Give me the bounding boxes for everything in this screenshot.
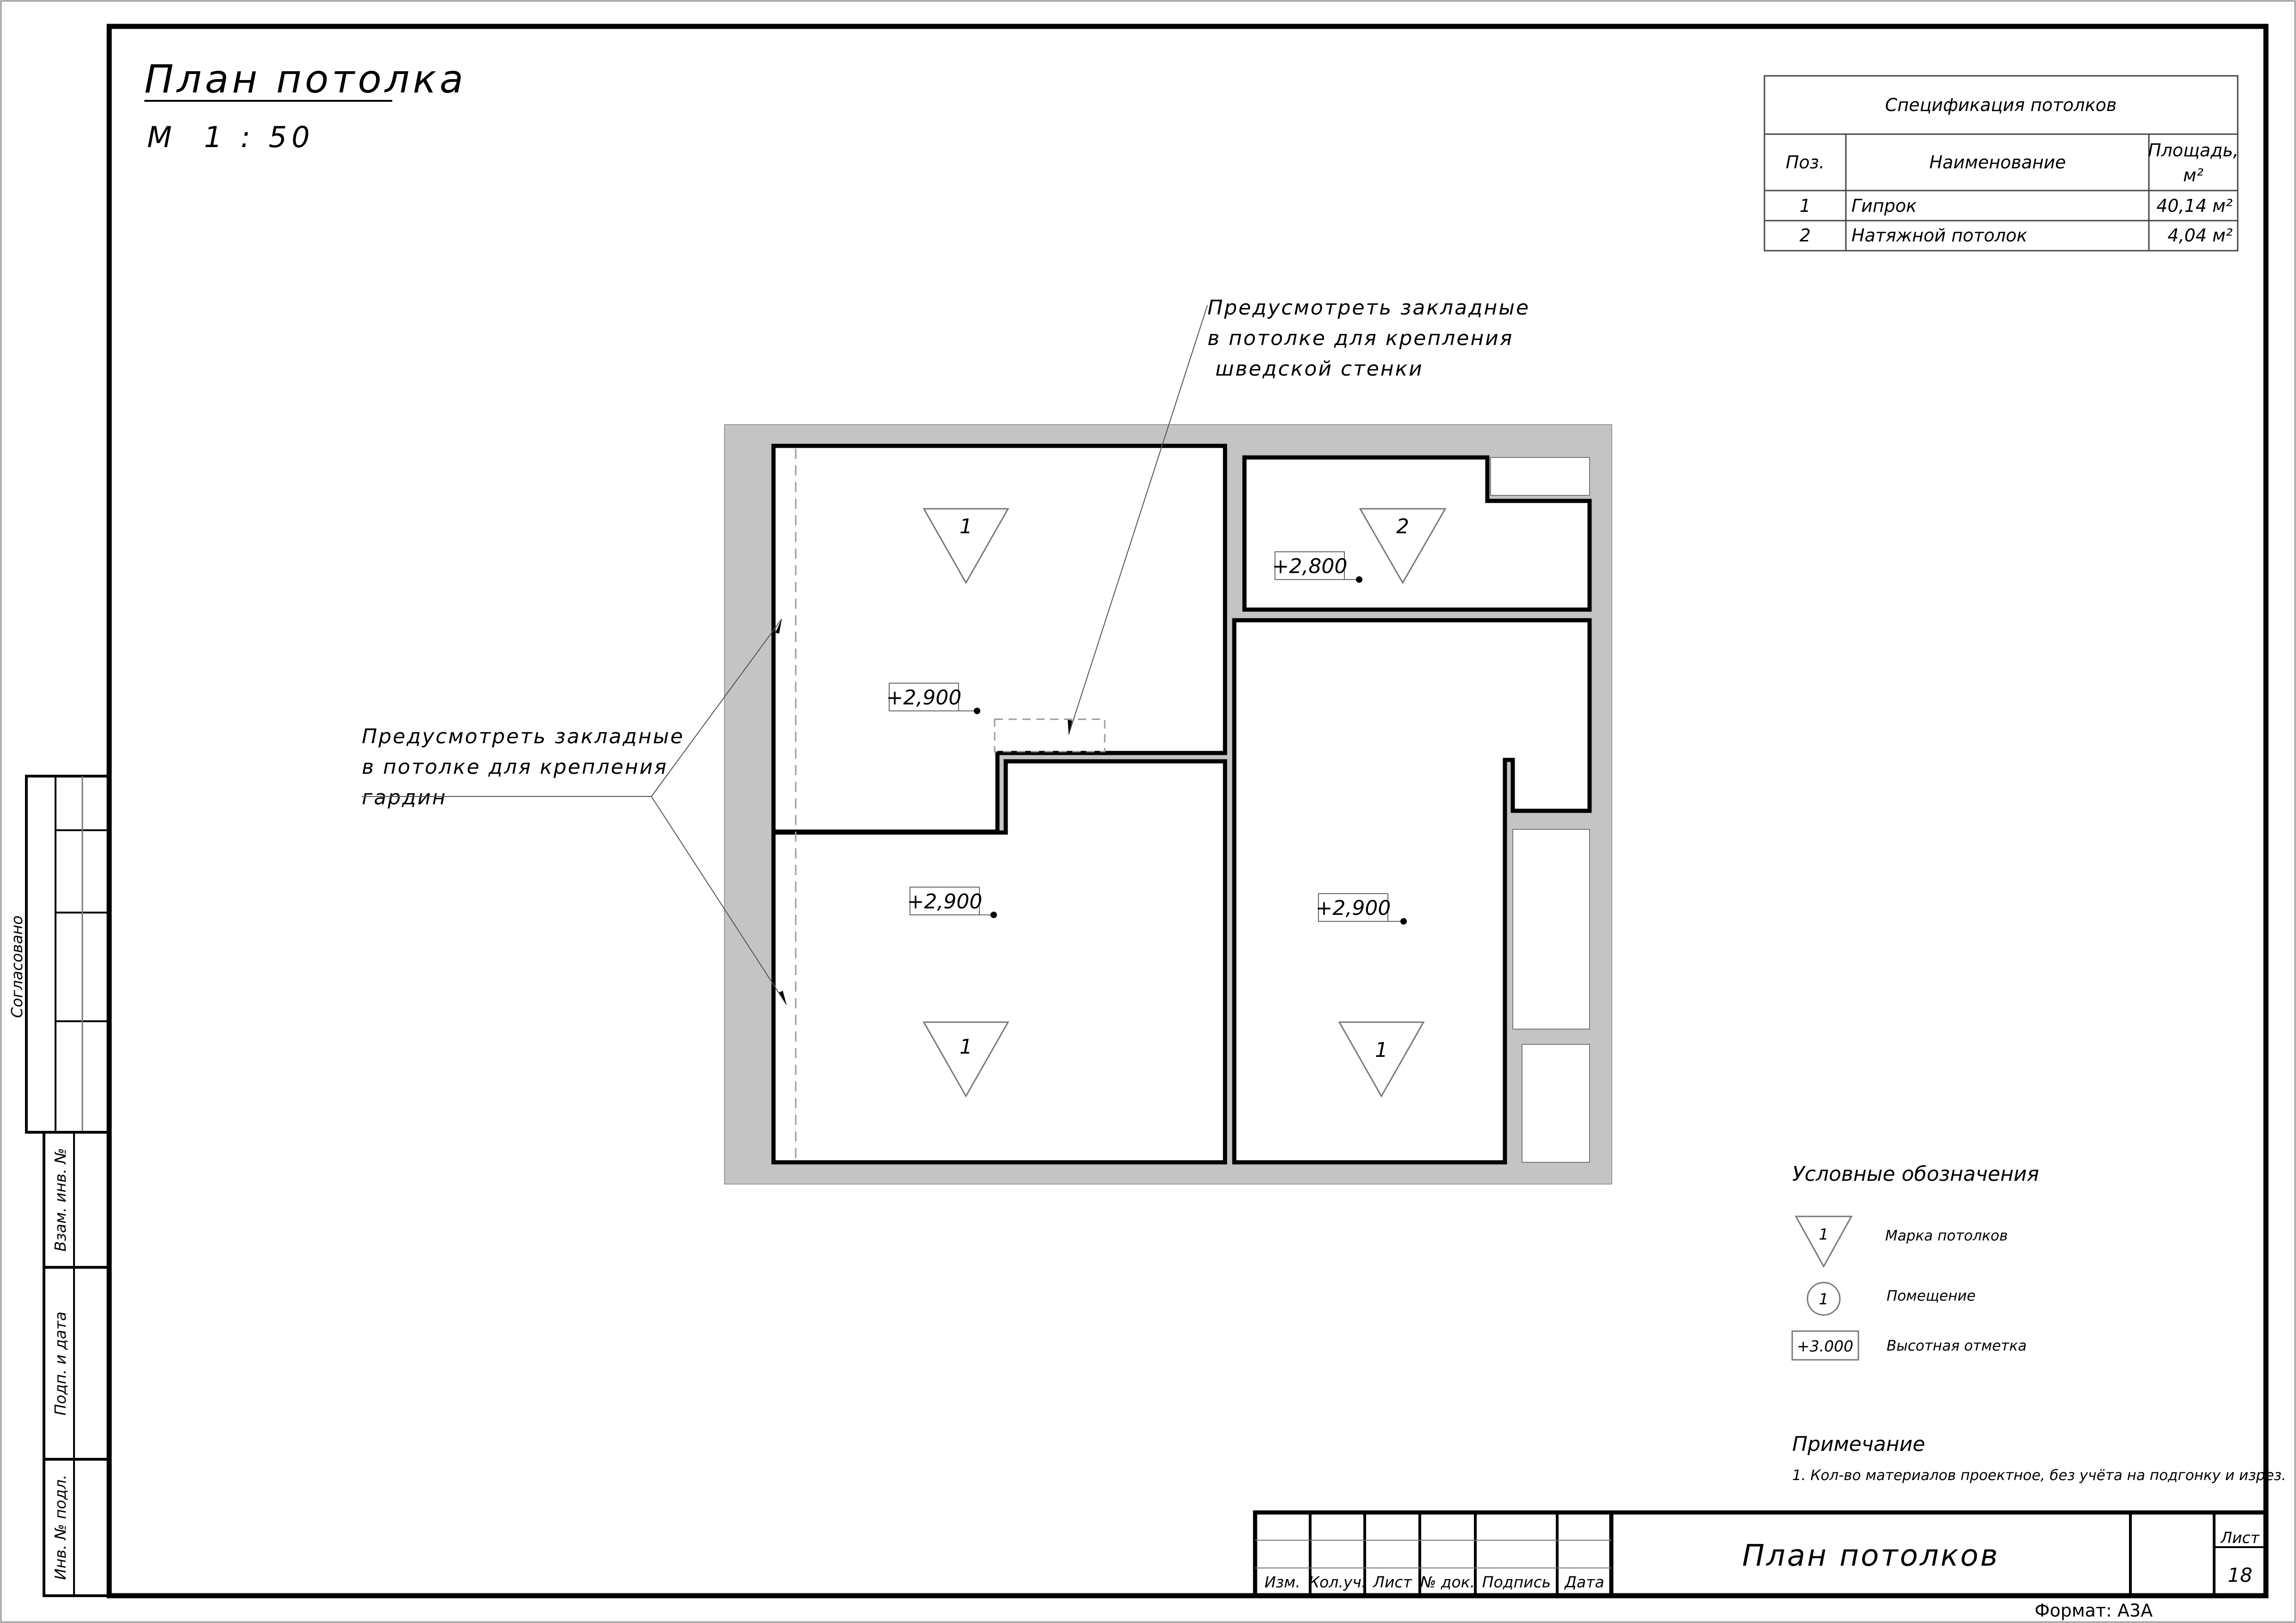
legend (1792, 1162, 2039, 1360)
spec-header-pos: Поз. (1785, 152, 1825, 173)
tb-col-doc: № док. (1420, 1573, 1475, 1591)
ceiling-mark-label: 1 (959, 515, 972, 538)
tb-col-sign: Подпись (1482, 1573, 1551, 1591)
sheet-name: План потолков (1742, 1539, 2000, 1573)
tb-col-list: Лист (1373, 1573, 1412, 1591)
legend-elevation-label: Высотная отметка (1887, 1338, 2027, 1354)
remark-text: 1. Кол-во материалов проектное, без учёта на подгонку и изрез. (1792, 1467, 2286, 1484)
spec-header-area-unit: м² (2183, 165, 2203, 185)
niche-top-right (1491, 457, 1590, 495)
stamp-inv-original: Инв. № подл. (51, 1475, 69, 1580)
spec-header-area: Площадь, (2148, 140, 2239, 160)
format-label: Формат: А3А (2035, 1600, 2153, 1621)
elevation-value: +2,900 (907, 890, 983, 913)
drawing-scale: М 1 : 50 (147, 120, 315, 154)
curtain-note (362, 619, 786, 1005)
spec-row-2-name: Натяжной потолок (1851, 225, 2027, 246)
ceiling-mark-label: 1 (1375, 1038, 1388, 1062)
stamp-inv-replace: Взам. инв. № (51, 1148, 69, 1252)
drawing-title: План потолка (144, 56, 467, 102)
spec-row-1-pos: 1 (1799, 196, 1811, 216)
ceiling-mark-label: 1 (959, 1035, 972, 1059)
legend-ceiling-mark-label: Марка потолков (1885, 1228, 2008, 1244)
wall-bars-note-line-2: в потолке для крепления (1207, 327, 1514, 350)
spec-row-2-pos: 2 (1799, 225, 1811, 246)
legend-title: Условные обозначения (1792, 1162, 2039, 1186)
elevation-value: +2,800 (1272, 555, 1348, 578)
stamp-sign-date: Подп. и дата (51, 1311, 69, 1416)
drawing-heading (144, 56, 467, 154)
curtain-note-line-2: в потолке для крепления (362, 755, 668, 779)
wall-bars-note-line-1: Предусмотреть закладные (1207, 296, 1530, 320)
elevation-value: +2,900 (886, 686, 962, 710)
wall-bars-note-line-3: шведской стенки (1207, 357, 1423, 381)
niche-right-2 (1522, 1044, 1590, 1162)
ceiling-mark-label: 2 (1396, 515, 1409, 538)
tb-col-izm: Изм. (1264, 1573, 1300, 1591)
elevation-value: +2,900 (1315, 896, 1391, 920)
spec-row-1-area: 40,14 м² (2156, 196, 2233, 216)
spec-row-2-area: 4,04 м² (2167, 225, 2233, 246)
stamp-agreed: Согласовано (8, 915, 26, 1018)
ceiling-plan (724, 425, 1612, 1184)
curtain-note-line-3: гардин (362, 786, 447, 809)
legend-ceiling-mark-sample: 1 (1819, 1225, 1829, 1243)
legend-room-label: Помещение (1887, 1288, 1976, 1304)
spec-header-name: Наименование (1929, 152, 2066, 173)
legend-room-sample: 1 (1819, 1290, 1829, 1308)
tb-col-kol-uch: Кол.уч. (1308, 1573, 1367, 1591)
curtain-note-line-1: Предусмотреть закладные (362, 725, 685, 748)
sheet-label: Лист (2221, 1529, 2259, 1547)
legend-elevation-sample: +3.000 (1796, 1337, 1854, 1355)
sheet-number: 18 (2228, 1564, 2253, 1586)
niche-right-1 (1513, 829, 1590, 1029)
spec-row-1-name: Гипрок (1851, 196, 1917, 216)
remark-title: Примечание (1792, 1432, 1925, 1456)
tb-col-date: Дата (1565, 1573, 1604, 1591)
spec-table-title: Спецификация потолков (1885, 95, 2117, 115)
